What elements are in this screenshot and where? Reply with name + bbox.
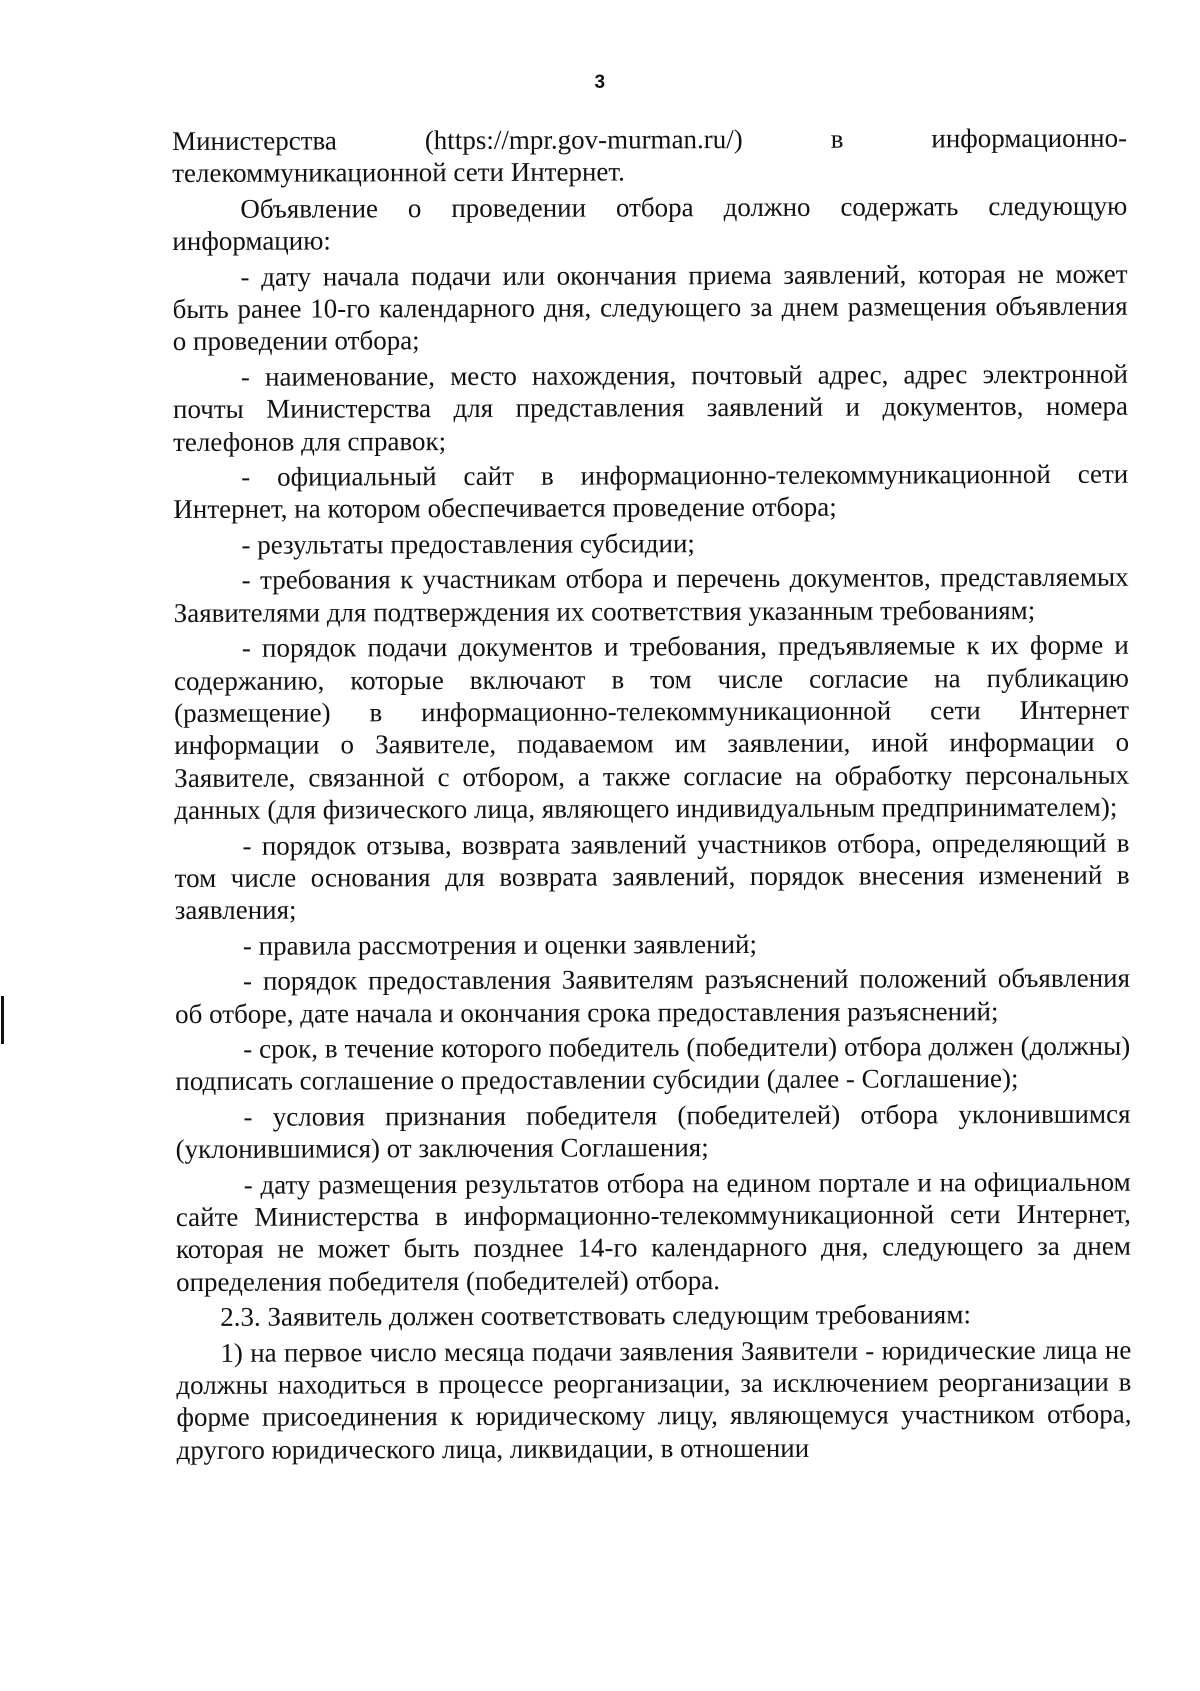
paragraph-official-site: - официальный сайт в информационно-телекоммуникационной сети Интернет, на котором обеспечивается проведение отбора; bbox=[173, 458, 1129, 525]
paragraph-submission-order: - порядок подачи документов и требования, предъявляемые к их форме и содержанию, которые включают в том числе согласие на публикацию (размещение) в информационно-телекоммуникационной сети Интернет информации о Заявителе, подаваемом им заявлении, иной информации о Заявителе, связанной с отбором, а также согласие на обработку персональных данных (для физического лица, являющего индивидуальным предпринимателем); bbox=[173, 629, 1130, 826]
intro-link-url: (https://mpr.gov-murman.ru/) bbox=[424, 124, 743, 156]
intro-line-2: телекоммуникационной сети Интернет. bbox=[172, 156, 625, 189]
paragraph-clarifications: - порядок предоставления Заявителям разъяснений положений объявления об отборе, дате начала и окончания срока предоставления разъяснений; bbox=[175, 962, 1131, 1029]
paragraph-ministry-address: - наименование, место нахождения, почтовый адрес, адрес электронной почты Министерства для представления заявлений и документов, номера телефонов для справок; bbox=[172, 358, 1129, 457]
paragraph-item-1: 1) на первое число месяца подачи заявления Заявители - юридические лица не должны находиться в процессе реорганизации, за исключением реорганизации в форме присоединения к юридическому лицу, являющемуся участником отбора, другого юридического лица, ликвидации, в отношении bbox=[176, 1334, 1132, 1465]
paragraph-withdrawal: - порядок отзыва, возврата заявлений участников отбора, определяющий в том числе основания для возврата заявлений, порядок внесения изменений в заявления; bbox=[174, 827, 1130, 926]
paragraph-agreement-term: - срок, в течение которого победитель (победители) отбора должен (должны) подписать соглашение о предоставлении субсидии (далее - Соглашение); bbox=[175, 1030, 1131, 1097]
paragraph-section-2-3: 2.3. Заявитель должен соответствовать следующим требованиям: bbox=[220, 1299, 971, 1333]
paragraph-start-date: - дату начала подачи или окончания приема заявлений, которая не может быть ранее 10-го календарного дня, следующего за днем размещения объявления о проведении отбора; bbox=[172, 258, 1128, 357]
paragraph-review-rules: - правила рассмотрения и оценки заявлений; bbox=[242, 928, 758, 961]
paragraph-results-date: - дату размещения результатов отбора на едином портале и на официальном сайте Министерства в информационно-телекоммуникационной сети Интернет, которая не может быть позднее 14-го календарного дня, следующего за днем определения победителя (победителей) отбора. bbox=[175, 1166, 1131, 1297]
document-body bbox=[172, 122, 1132, 1470]
scan-edge-mark bbox=[1, 996, 4, 1044]
paragraph-evasion-conditions: - условия признания победителя (победителей) отбора уклонившимся (уклонившимися) от заключения Соглашения; bbox=[175, 1098, 1131, 1165]
intro-line-1 bbox=[172, 122, 1127, 158]
paragraph-requirements: - требования к участникам отбора и перечень документов, представляемых Заявителями для подтверждения их соответствия указанным требованиям; bbox=[173, 561, 1129, 628]
page-number: 3 bbox=[594, 72, 606, 93]
intro-word-information: информационно- bbox=[931, 122, 1128, 154]
paragraph-announcement: Объявление о проведении отбора должно содержать следующую информацию: bbox=[172, 190, 1128, 257]
paragraph-results: - результаты предоставления субсидии; bbox=[241, 528, 695, 560]
intro-word-ministry: Министерства bbox=[172, 125, 337, 156]
intro-word-in: в bbox=[830, 123, 844, 154]
